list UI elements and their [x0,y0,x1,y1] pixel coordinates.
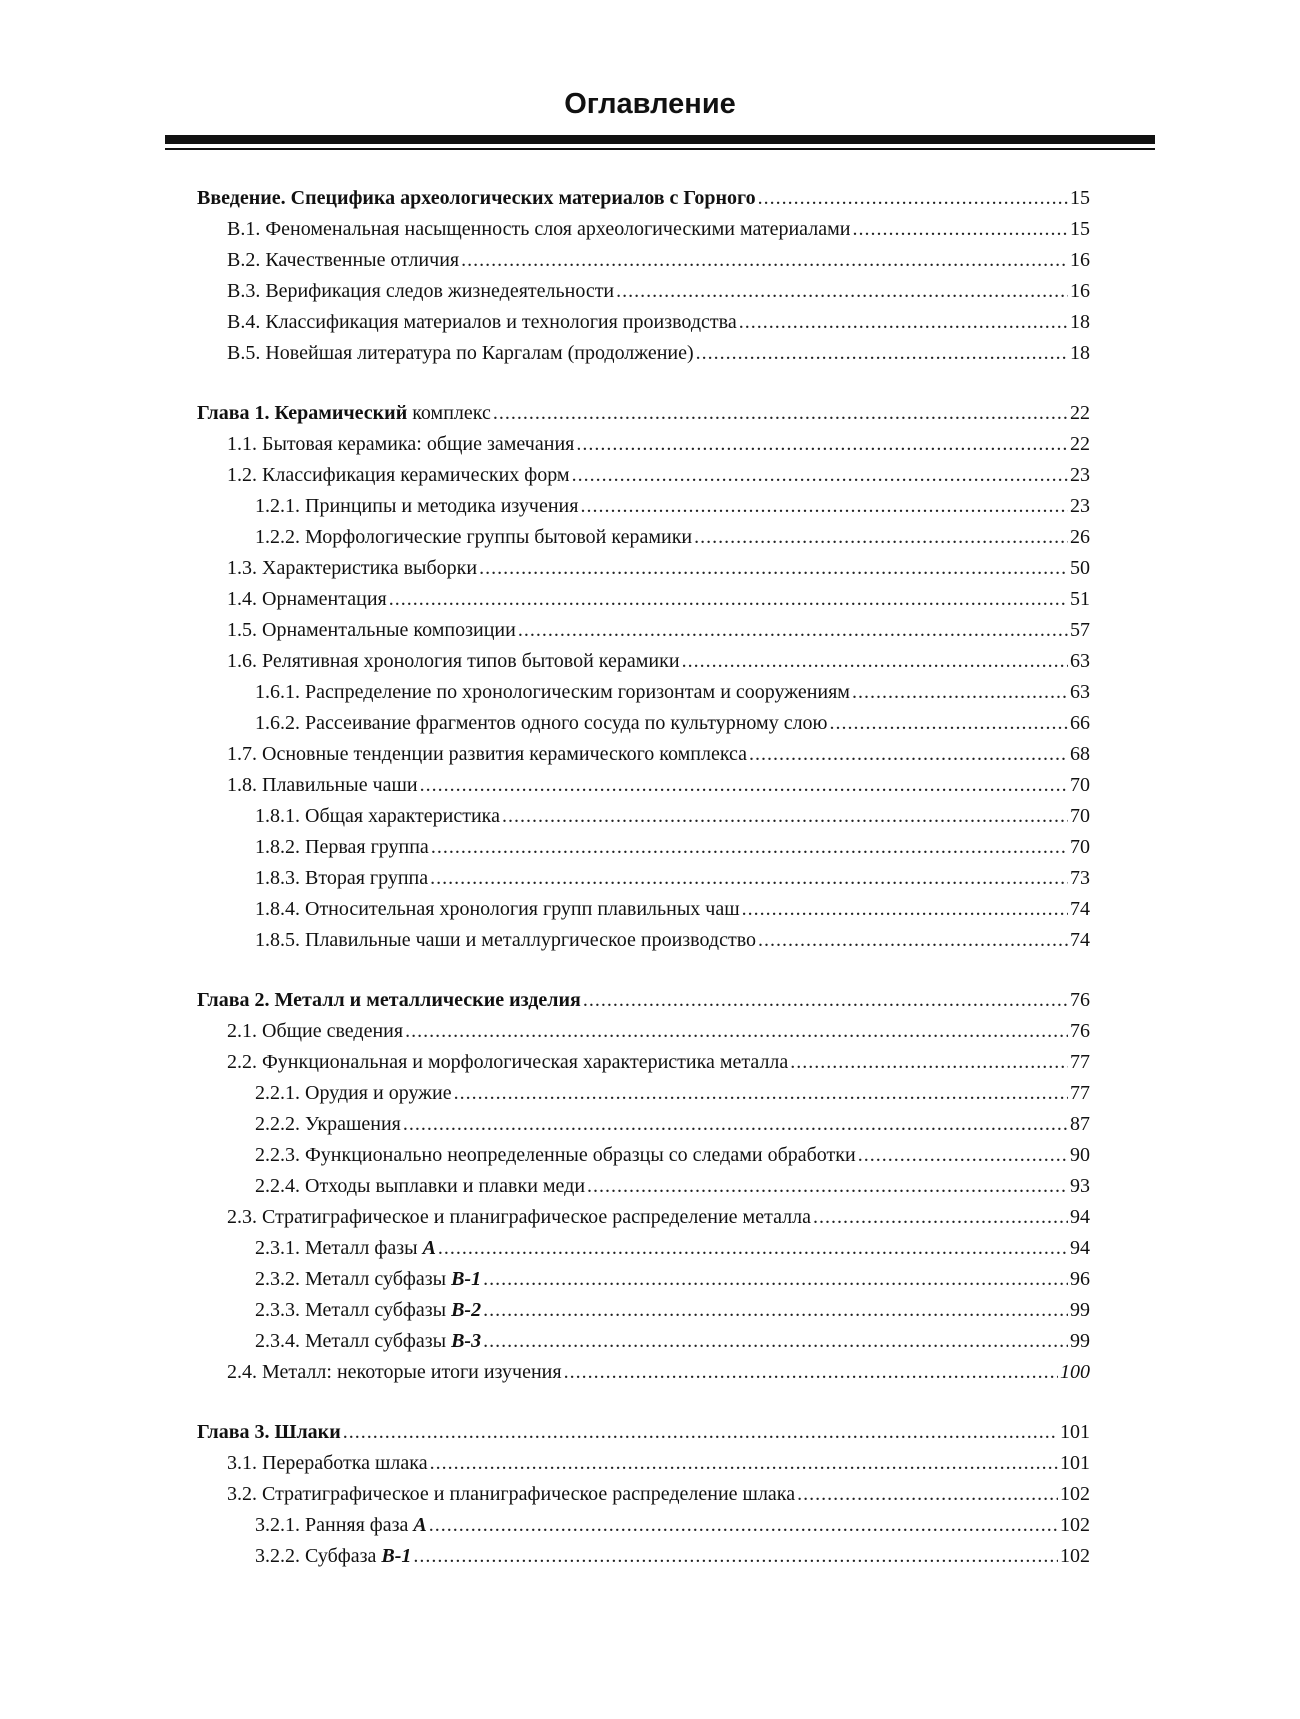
dot-leader [587,1171,1068,1202]
toc-entry-title [197,985,581,1016]
toc-entry[interactable] [197,1510,1090,1541]
entry-text: 1.4. Орнаментация [227,588,387,610]
page-number: 99 [1070,1299,1090,1321]
page-number: 102 [1060,1514,1090,1536]
dot-leader [405,1016,1068,1047]
phase-label: B-3 [451,1330,482,1352]
toc-entry[interactable] [197,491,1090,522]
page-number: 101 [1060,1452,1090,1474]
toc-entry-title [197,183,756,214]
toc-entry-title [197,398,491,429]
entry-text: 3.2.1. Ранняя фаза [255,1514,414,1536]
entry-text: 2.2.1. Орудия и оружие [255,1082,452,1104]
dot-leader [389,584,1068,615]
dot-leader [852,214,1068,245]
dot-leader [758,925,1068,956]
entry-text: 3.2. Стратиграфическое и планиграфическое распределение шлака [227,1483,796,1505]
page-number: 15 [1070,187,1090,209]
entry-text: В.1. Феноменальная насыщенность слоя археологическими материалами [227,218,851,240]
entry-text: 2.2.3. Функционально неопределенные образцы со следами обработки [255,1144,856,1166]
dot-leader [813,1202,1068,1233]
toc-chapter-entry[interactable] [197,183,1090,214]
toc-entry-title [227,1016,403,1047]
page-number: 70 [1070,836,1090,858]
dot-leader [483,1326,1068,1357]
toc-entry-title [255,677,850,708]
dot-leader [572,460,1068,491]
toc-entry-title [255,894,740,925]
dot-leader [343,1417,1058,1448]
dot-leader [858,1140,1068,1171]
toc-entry[interactable] [197,708,1090,739]
entry-text: 3.2.2. Субфаза [255,1545,382,1567]
dot-leader [483,1295,1068,1326]
entry-text: 2.2. Функциональная и морфологическая характеристика металла [227,1051,789,1073]
toc-entry[interactable] [197,1171,1090,1202]
toc-entry[interactable] [197,1357,1090,1388]
chapter-heading: Глава 2. Металл и металлические изделия [197,989,581,1011]
toc-entry-title [255,491,578,522]
toc-entry-title [255,1541,411,1572]
toc-entry[interactable] [197,1541,1090,1572]
entry-text: В.4. Классификация материалов и технология производства [227,311,737,333]
page-number: 50 [1070,557,1090,579]
page-number: 57 [1070,619,1090,641]
toc-entry[interactable] [197,1479,1090,1510]
dot-leader [413,1541,1058,1572]
chapter-heading: Глава 3. Шлаки [197,1421,341,1443]
toc-entry[interactable] [197,739,1090,770]
page-number: 93 [1070,1175,1090,1197]
header-rule-thin [165,148,1155,150]
dot-leader [758,183,1068,214]
toc-entry[interactable] [197,1047,1090,1078]
toc-entry[interactable] [197,832,1090,863]
entry-text: 1.8.4. Относительная хронология групп плавильных чаш [255,898,740,920]
toc-entry-title [255,1171,585,1202]
page-number: 100 [1060,1361,1090,1383]
toc-entry-title [227,1448,428,1479]
toc-entry-title [227,584,387,615]
page-number: 18 [1070,311,1090,333]
toc-entry-title [255,1326,481,1357]
dot-leader [682,646,1068,677]
toc-entry-title [227,739,747,770]
toc-section [197,1417,1090,1572]
page-number: 76 [1070,1020,1090,1042]
toc-chapter-entry[interactable] [197,398,1090,429]
entry-text: 1.8.1. Общая характеристика [255,805,500,827]
entry-text: 2.3.1. Металл фазы [255,1237,423,1259]
page-number: 102 [1060,1483,1090,1505]
toc-entry[interactable] [197,553,1090,584]
page-number: 51 [1070,588,1090,610]
page-number: 77 [1070,1082,1090,1104]
toc-entry[interactable] [197,522,1090,553]
toc-entry[interactable] [197,460,1090,491]
dot-leader [564,1357,1058,1388]
page-number: 87 [1070,1113,1090,1135]
toc-entry[interactable] [197,894,1090,925]
page-number: 23 [1070,495,1090,517]
toc-entry-title [227,307,737,338]
phase-label: B-2 [451,1299,482,1321]
entry-text: 2.2.2. Украшения [255,1113,401,1135]
toc-entry[interactable] [197,429,1090,460]
phase-label: B-1 [381,1545,412,1567]
toc-entry-title [255,1140,856,1171]
page-number: 63 [1070,650,1090,672]
dot-leader [583,985,1068,1016]
entry-text: 2.3. Стратиграфическое и планиграфическое распределение металла [227,1206,811,1228]
toc-entry-title [255,708,828,739]
dot-leader [580,491,1068,522]
dot-leader [518,615,1068,646]
toc-entry[interactable] [197,615,1090,646]
entry-text: 1.6.1. Распределение по хронологическим горизонтам и сооружениям [255,681,850,703]
toc-section [197,985,1090,1388]
toc-entry-title [255,1510,427,1541]
page-number: 23 [1070,464,1090,486]
toc-entry-title [255,832,429,863]
page-number: 102 [1060,1545,1090,1567]
entry-text: 2.3.2. Металл субфазы [255,1268,452,1290]
dot-leader [403,1109,1068,1140]
toc-entry[interactable] [197,1233,1090,1264]
entry-text: 1.2. Классификация керамических форм [227,464,570,486]
page-number: 18 [1070,342,1090,364]
dot-leader [576,429,1068,460]
page-number: 70 [1070,774,1090,796]
entry-text: 1.3. Характеристика выборки [227,557,478,579]
toc-entry-title [255,925,756,956]
phase-label: A [413,1514,427,1536]
toc-entry[interactable] [197,1109,1090,1140]
dot-leader [694,522,1068,553]
toc-entry[interactable] [197,863,1090,894]
entry-text: 1.5. Орнаментальные композиции [227,619,516,641]
page-number: 16 [1070,280,1090,302]
entry-text: В.3. Верификация следов жизнедеятельности [227,280,615,302]
page-number: 74 [1070,929,1090,951]
toc-entry[interactable] [197,1202,1090,1233]
dot-leader [430,1448,1058,1479]
entry-text: 1.1. Бытовая керамика: общие замечания [227,433,575,455]
toc-entry-title [227,1357,562,1388]
toc-section [197,183,1090,369]
toc-entry[interactable] [197,214,1090,245]
entry-text: 1.6.2. Рассеивание фрагментов одного сосуда по культурному слою [255,712,828,734]
header-rule-thick [165,135,1155,144]
toc-entry-title [227,770,418,801]
entry-text: 1.7. Основные тенденции развития керамического комплекса [227,743,748,765]
toc-entry[interactable] [197,1326,1090,1357]
page-number: 74 [1070,898,1090,920]
entry-text: комплекс [407,402,491,424]
toc-entry-title [197,1417,341,1448]
dot-leader [790,1047,1068,1078]
page-number: 16 [1070,249,1090,271]
toc-entry[interactable] [197,1264,1090,1295]
toc-entry-title [255,1295,481,1326]
page-number: 99 [1070,1330,1090,1352]
page-number: 77 [1070,1051,1090,1073]
chapter-heading: Введение. Специфика археологических материалов с Горного [197,187,756,209]
toc-entry-title [227,460,570,491]
dot-leader [830,708,1069,739]
toc-entry[interactable] [197,338,1090,369]
phase-label: A [422,1237,436,1259]
toc-entry[interactable] [197,1448,1090,1479]
toc-entry[interactable] [197,646,1090,677]
page-number: 96 [1070,1268,1090,1290]
entry-text: В.2. Качественные отличия [227,249,460,271]
page-number: 94 [1070,1206,1090,1228]
dot-leader [696,338,1068,369]
dot-leader [454,1078,1068,1109]
entry-text: 2.1. Общие сведения [227,1020,404,1042]
chapter-heading: Глава 1. Керамический [197,402,408,424]
toc-entry-title [227,276,614,307]
page-number: 15 [1070,218,1090,240]
toc-entry[interactable] [197,584,1090,615]
toc-chapter-entry[interactable] [197,985,1090,1016]
entry-text: 1.8.2. Первая группа [255,836,429,858]
dot-leader [493,398,1068,429]
page-title: Оглавление [564,88,736,120]
toc-entry-title [255,1264,481,1295]
page-number: 26 [1070,526,1090,548]
toc-entry-title [255,863,428,894]
entry-text: 2.2.4. Отходы выплавки и плавки меди [255,1175,586,1197]
dot-leader [430,863,1068,894]
toc-entry-title [255,1233,436,1264]
toc-entry[interactable] [197,1078,1090,1109]
toc-entry-title [227,214,850,245]
dot-leader [616,276,1068,307]
entry-text: 1.2.2. Морфологические группы бытовой керамики [255,526,693,548]
toc-entry[interactable] [197,1295,1090,1326]
toc-entry-title [255,1109,401,1140]
entry-text: 3.1. Переработка шлака [227,1452,428,1474]
page-number: 73 [1070,867,1090,889]
toc-entry[interactable] [197,925,1090,956]
page-number: 70 [1070,805,1090,827]
page-number: 76 [1070,989,1090,1011]
toc-entry[interactable] [197,307,1090,338]
entry-text: В.5. Новейшая литература по Каргалам (продолжение) [227,342,694,364]
toc-entry-title [227,1047,788,1078]
toc-chapter-entry[interactable] [197,1417,1090,1448]
page-number: 94 [1070,1237,1090,1259]
page-number: 22 [1070,402,1090,424]
table-of-contents [197,183,1090,1572]
dot-leader [431,832,1068,863]
dot-leader [429,1510,1058,1541]
toc-entry-title [227,245,459,276]
entry-text: 2.3.4. Металл субфазы [255,1330,452,1352]
page-number: 63 [1070,681,1090,703]
entry-text: 1.8.3. Вторая группа [255,867,429,889]
phase-label: B-1 [451,1268,482,1290]
toc-entry[interactable] [197,276,1090,307]
toc-entry[interactable] [197,1140,1090,1171]
toc-entry-title [227,429,574,460]
entry-text: 1.8.5. Плавильные чаши и металлургическое производство [255,929,757,951]
toc-entry-title [227,1202,811,1233]
dot-leader [461,245,1068,276]
toc-entry[interactable] [197,1016,1090,1047]
toc-entry-title [255,1078,452,1109]
dot-leader [479,553,1068,584]
page-number: 90 [1070,1144,1090,1166]
toc-entry-title [255,801,500,832]
toc-entry-title [227,646,680,677]
entry-text: 2.4. Металл: некоторые итоги изучения [227,1361,562,1383]
toc-entry[interactable] [197,245,1090,276]
entry-text: 1.8. Плавильные чаши [227,774,418,796]
entry-text: 2.3.3. Металл субфазы [255,1299,452,1321]
dot-leader [742,894,1068,925]
toc-entry[interactable] [197,677,1090,708]
toc-entry-title [227,338,694,369]
dot-leader [852,677,1068,708]
page-number: 66 [1070,712,1090,734]
toc-entry-title [227,1479,795,1510]
entry-text: 1.2.1. Принципы и методика изучения [255,495,579,517]
dot-leader [483,1264,1068,1295]
toc-entry-title [255,522,692,553]
dot-leader [502,801,1068,832]
entry-text: 1.6. Релятивная хронология типов бытовой керамики [227,650,680,672]
dot-leader [420,770,1068,801]
toc-entry-title [227,615,516,646]
dot-leader [797,1479,1058,1510]
toc-entry[interactable] [197,801,1090,832]
toc-section [197,398,1090,956]
page-number: 22 [1070,433,1090,455]
dot-leader [438,1233,1068,1264]
toc-entry-title [227,553,477,584]
page-number: 101 [1060,1421,1090,1443]
page-number: 68 [1070,743,1090,765]
dot-leader [749,739,1068,770]
dot-leader [739,307,1068,338]
toc-entry[interactable] [197,770,1090,801]
